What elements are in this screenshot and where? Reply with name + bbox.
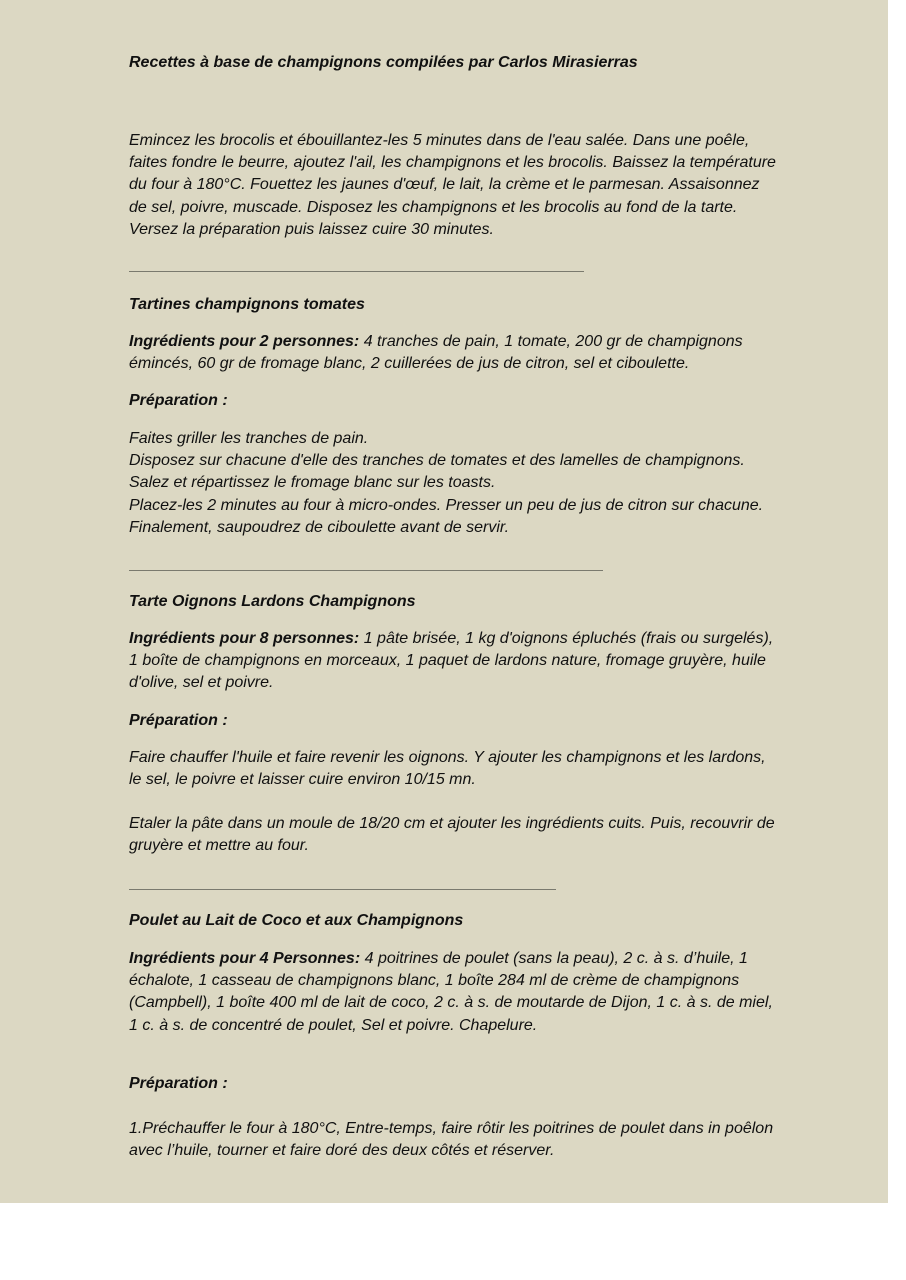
recipe-1-ingredients-label: Ingrédients pour 2 personnes: <box>129 333 360 350</box>
recipe-2-ingredients-text: 1 pâte brisée, 1 kg d'oignons épluchés (frais ou surgelés), 1 boîte de champignons en morceaux, 1 paquet de lardons nature, fromage gruyère, huile d'olive, sel et poivre. <box>129 630 774 692</box>
recipe-1-preparation-label: Préparation : <box>129 392 228 409</box>
recipe-2-ingredients <box>129 628 779 695</box>
recipe-1-ingredients <box>129 331 779 375</box>
recipe-3-ingredients-label: Ingrédients pour 4 Personnes: <box>129 950 361 967</box>
recipe-2-step: Faire chauffer l'huile et faire revenir les oignons. Y ajouter les champignons et les lardons, le sel, le poivre et laisser cuire environ 10/15 mn. <box>129 749 766 789</box>
intro-paragraph: Emincez les brocolis et ébouillantez-les 5 minutes dans de l'eau salée. Dans une poêle, faites fondre le beurre, ajoutez l'ail, les champignons et les brocolis. Baissez la température du four à 180°C. Fouettez les jaunes d'œuf, le lait, la crème et le parmesan. Assaisonnez de sel, poivre, muscade. Disposez les champignons et les brocolis au fond de la tarte. Versez la préparation puis laissez cuire 30 minutes. <box>129 132 776 238</box>
recipe-3-preparation-label: Préparation : <box>129 1075 228 1092</box>
separator-1 <box>129 271 584 272</box>
recipe-1-steps <box>129 428 779 539</box>
document-title: Recettes à base de champignons compilées par Carlos Mirasierras <box>129 54 638 71</box>
recipe-3-title: Poulet au Lait de Coco et aux Champignons <box>129 912 464 929</box>
recipe-1-step: Salez et répartissez le fromage blanc sur les toasts. <box>129 474 496 492</box>
recipe-1-step: Disposez sur chacune d'elle des tranches de tomates et des lamelles de champignons. <box>129 452 745 470</box>
recipe-1-ingredients-text: 4 tranches de pain, 1 tomate, 200 gr de champignons émincés, 60 gr de fromage blanc, 2 cuillerées de jus de citron, sel et ciboulette. <box>129 333 743 373</box>
recipe-2-ingredients-label: Ingrédients pour 8 personnes: <box>129 630 360 647</box>
separator-2 <box>129 570 603 571</box>
recipe-2-step: Etaler la pâte dans un moule de 18/20 cm et ajouter les ingrédients cuits. Puis, recouvrir de gruyère et mettre au four. <box>129 815 775 855</box>
separator-3 <box>129 889 556 890</box>
recipe-3-ingredients <box>129 948 779 1037</box>
recipe-3-step: 1.Préchauffer le four à 180°C, Entre-temps, faire rôtir les poitrines de poulet dans in poêlon avec l’huile, tourner et faire doré des deux côtés et réserver. <box>129 1120 774 1160</box>
recipe-2-title: Tarte Oignons Lardons Champignons <box>129 593 416 610</box>
recipe-1-step: Placez-les 2 minutes au four à micro-ondes. Presser un peu de jus de citron sur chacune. Finalement, saupoudrez de ciboulette avant de servir. <box>129 496 764 536</box>
recipe-2-preparation-label: Préparation : <box>129 712 228 729</box>
recipe-1-step: Faites griller les tranches de pain. <box>129 430 369 447</box>
recipe-1-title: Tartines champignons tomates <box>129 296 365 313</box>
recipe-3-ingredients-text: 4 poitrines de poulet (sans la peau), 2 c. à s. d’huile, 1 échalote, 1 casseau de champignons blanc, 1 boîte 284 ml de crème de champignons (Campbell), 1 boîte 400 ml de lait de coco, 2 c. à s. de moutarde de Dijon, 1 c. à s. de miel, 1 c. à s. de concentré de poulet, Sel et poivre. Chapelure. <box>129 950 773 1034</box>
